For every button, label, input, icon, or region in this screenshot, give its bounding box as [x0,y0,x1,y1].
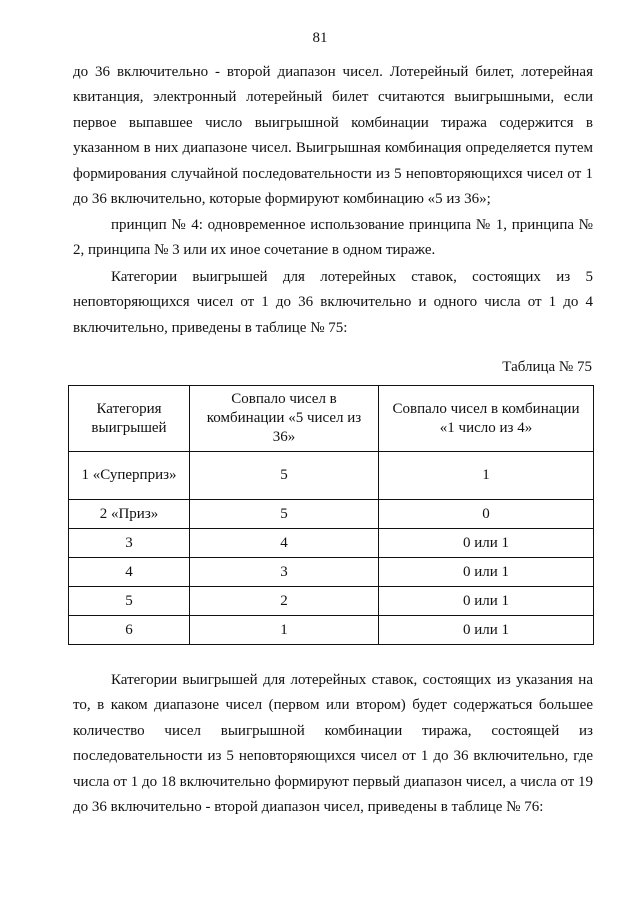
cell-category: 6 [69,616,190,645]
cell-matched-extra: 0 или 1 [379,529,594,558]
cell-category [69,452,190,500]
paragraph-table-75-intro: Категории выигрышей для лотерейных ставок, состоящих из 5 неповторяющихся чисел от 1 до 36 включительно и одного числа от 1 до 4 включительно, приведены в таблице № 75: [73,269,593,336]
paragraph-range-rule: до 36 включительно - второй диапазон чисел. Лотерейный билет, лотерейная квитанция, электронный лотерейный билет считаются выигрышными, если первое выпавшее число выигрышной комбинации тиража содержится в указанном в них диапазоне чисел. Выигрышная комбинация определяется путем формирования случайной последовательности из 5 неповторяющихся чисел от 1 до 36 включительно, которые формируют комбинацию «5 из 36»; [73,64,593,208]
table-row [69,500,594,529]
category-number: 1 «Суперприз» [81,467,177,483]
paragraph-principle-4: принцип № 4: одновременное использование принципа № 1, принципа № 2, принципа № 3 или их иное сочетание в одном тираже. [73,217,593,259]
cell-matched-main: 1 [190,616,379,645]
table-row [69,529,594,558]
cell-matched-main: 4 [190,529,379,558]
paragraph-table-76-intro: Категории выигрышей для лотерейных ставок, состоящих из указания на то, в каком диапазоне чисел (первом или втором) будет содержаться большее количество чисел выигрышной комбинации тиража, состоящей из последовательности из 5 неповторяющихся чисел от 1 до 36 включительно, где числа от 1 до 18 включительно формируют первый диапазон чисел, а числа от 19 до 36 включительно - второй диапазон чисел, приведены в таблице № 76: [73,672,593,816]
cell-matched-main: 3 [190,558,379,587]
cell-category: 5 [69,587,190,616]
cell-matched-main: 5 [190,452,379,500]
header-matched-1-of-4: Совпало чисел в комбинации «1 число из 4» [379,386,594,452]
table-row [69,587,594,616]
table-row [69,616,594,645]
cell-matched-main: 5 [190,500,379,529]
cell-matched-main: 2 [190,587,379,616]
header-matched-5-of-36: Совпало чисел в комбинации «5 чисел из 36» [190,386,379,452]
table-header-row [69,386,594,452]
cell-category: 3 [69,529,190,558]
header-category: Категория выигрышей [69,386,190,452]
cell-category: 2 «Приз» [69,500,190,529]
cell-matched-extra: 0 или 1 [379,616,594,645]
table-caption: Таблица № 75 [502,359,592,375]
cell-matched-extra: 1 [379,452,594,500]
prize-categories-table [68,385,594,645]
cell-category: 4 [69,558,190,587]
cell-matched-extra: 0 или 1 [379,558,594,587]
table-row [69,452,594,500]
page-number: 81 [312,30,328,46]
cell-matched-extra: 0 или 1 [379,587,594,616]
cell-matched-extra: 0 [379,500,594,529]
table-row [69,558,594,587]
